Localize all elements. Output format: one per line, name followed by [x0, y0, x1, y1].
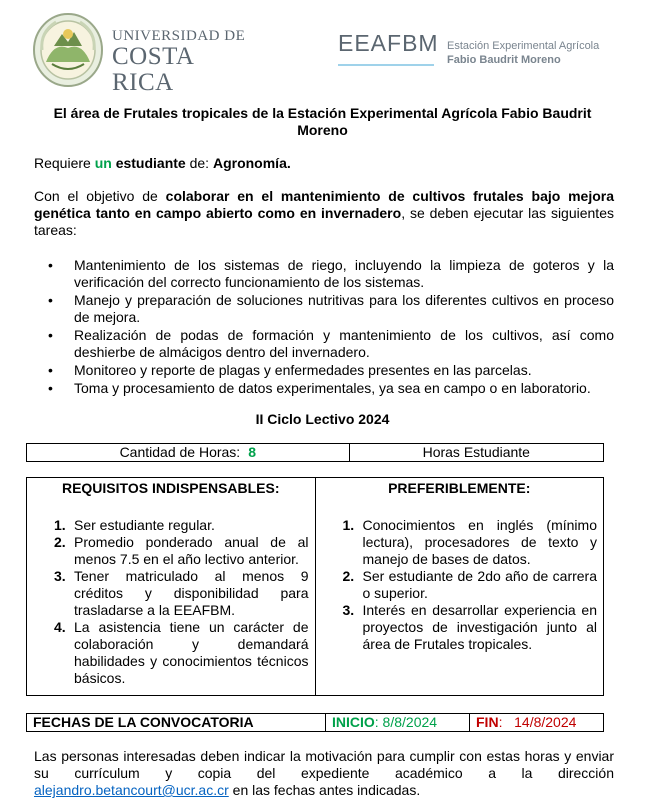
req-field: Agronomía.: [212, 155, 291, 171]
list-number: 3.: [54, 568, 66, 584]
closing-after: en las fechas antes indicadas.: [228, 782, 421, 798]
indispensable-list: [27, 517, 315, 687]
hours-table: [26, 443, 604, 462]
list-number: 2.: [54, 534, 66, 550]
req-text: Tener matriculado al menos 9 créditos y disponibilidad para trasladarse a la EEAFBM.: [74, 568, 309, 618]
ucr-seal-icon: [32, 12, 104, 88]
list-item: [34, 380, 614, 397]
dates-table: [26, 713, 604, 732]
objective-post: , se deben ejecutar las siguientes tareas:: [34, 205, 614, 238]
dates-label-cell: FECHAS DE LA CONVOCATORIA: [27, 714, 326, 732]
eeafbm-subtitle: [447, 39, 599, 67]
list-number: 2.: [342, 568, 355, 584]
list-item: [27, 619, 315, 687]
table-row: [27, 714, 604, 732]
task-text: Toma y procesamiento de datos experimentales, ya sea en campo o en laboratorio.: [74, 380, 591, 396]
bullet-icon: •: [48, 380, 53, 396]
list-number: 1.: [54, 517, 66, 533]
hours-label: Cantidad de Horas:: [119, 444, 241, 460]
list-item: [316, 568, 604, 602]
closing-text: Las personas interesadas deben indicar la motivación para cumplir con estas horas y enviar su currículum y copia del expediente académico a la dirección: [34, 748, 614, 781]
start-value: : 8/8/2024: [374, 714, 438, 730]
eeafbm-logo: [338, 30, 628, 70]
list-number: 3.: [342, 602, 355, 618]
eeafbm-underline: [338, 64, 434, 66]
task-text: Mantenimiento de los sistemas de riego, incluyendo la limpieza de goteros y la verificación del correcto funcionamiento de los sistemas.: [74, 257, 614, 290]
req-pre: Requiere: [34, 155, 95, 171]
req-text: Promedio ponderado anual de al menos 7.5 en el año lectivo anterior.: [74, 534, 309, 567]
task-list: [34, 257, 614, 398]
eeafbm-acronym: EEAFBM: [338, 30, 439, 56]
bullet-icon: •: [48, 327, 53, 343]
page-title: El área de Frutales tropicales de la Estación Experimental Agrícola Fabio Baudrit Moreno: [53, 105, 592, 138]
end-value: : 14/8/2024: [498, 714, 577, 730]
ucr-wordmark: [112, 28, 252, 96]
cycle-heading: II Ciclo Lectivo 2024: [255, 411, 390, 427]
list-item: [34, 257, 614, 291]
preferred-list: [316, 517, 604, 653]
pref-text: Conocimientos en inglés (mínimo lectura), procesadores de texto y manejo de bases de datos.: [362, 517, 597, 567]
hours-type-cell: Horas Estudiante: [349, 444, 603, 462]
req-student: estudiante: [111, 155, 186, 171]
email-link[interactable]: alejandro.betancourt@ucr.ac.cr: [34, 782, 229, 798]
list-item: [27, 517, 315, 534]
closing-paragraph: [34, 748, 614, 799]
eeafbm-sub1: Estación Experimental Agrícola: [447, 40, 600, 52]
bullet-icon: •: [48, 292, 53, 308]
bullet-icon: •: [48, 362, 53, 378]
table-row: [27, 478, 604, 696]
list-item: [34, 292, 614, 326]
task-text: Realización de podas de formación y mantenimiento de los cultivos, así como deshierbe de almácigos dentro del invernadero.: [74, 327, 614, 360]
preferred-column: [315, 478, 604, 696]
task-text: Manejo y preparación de soluciones nutritivas para los diferentes cultivos en proceso de mejora.: [74, 292, 614, 325]
list-number: 4.: [54, 619, 66, 635]
objective-paragraph: [34, 188, 614, 239]
req-after: de:: [185, 155, 213, 171]
pref-text: Interés en desarrollar experiencia en proyectos de investigación junto al área de Frutales tropicales.: [362, 602, 597, 652]
ucr-logo: [32, 12, 252, 96]
list-item: [34, 327, 614, 361]
indispensable-column: [27, 478, 316, 696]
hours-value: 8: [248, 444, 256, 460]
requirement-line: [34, 155, 291, 172]
preferred-title: PREFERIBLEMENTE:: [388, 480, 531, 496]
ucr-line2: COSTA RICA: [112, 43, 194, 96]
list-number: 1.: [342, 517, 355, 533]
start-date-cell: [326, 714, 470, 732]
pref-text: Ser estudiante de 2do año de carrera o superior.: [362, 568, 597, 601]
list-item: [316, 517, 604, 568]
req-text: La asistencia tiene un carácter de colaboración y demandará habilidades y conocimientos técnicos básicos.: [74, 619, 309, 686]
indispensable-title: REQUISITOS INDISPENSABLES:: [61, 480, 280, 496]
end-date-cell: [470, 714, 604, 732]
list-item: [316, 602, 604, 653]
req-highlight: un: [94, 155, 112, 171]
requirements-table: [26, 477, 604, 696]
bullet-icon: •: [48, 257, 53, 273]
end-label: FIN: [476, 714, 499, 730]
table-row: [27, 444, 604, 462]
eeafbm-sub2: Fabio Baudrit Moreno: [447, 54, 561, 66]
list-item: [27, 568, 315, 619]
req-text: Ser estudiante regular.: [74, 517, 215, 533]
task-text: Monitoreo y reporte de plagas y enfermedades presentes en las parcelas.: [74, 362, 532, 378]
list-item: [34, 362, 614, 379]
objective-bold: colaborar en el mantenimiento de cultivos frutales bajo mejora genética tanto en campo abierto como en invernadero: [34, 188, 615, 221]
start-label: INICIO: [332, 714, 375, 730]
ucr-line1: UNIVERSIDAD DE: [112, 28, 246, 44]
hours-cell: [27, 444, 350, 462]
list-item: [27, 534, 315, 568]
objective-pre: Con el objetivo de: [34, 188, 166, 204]
